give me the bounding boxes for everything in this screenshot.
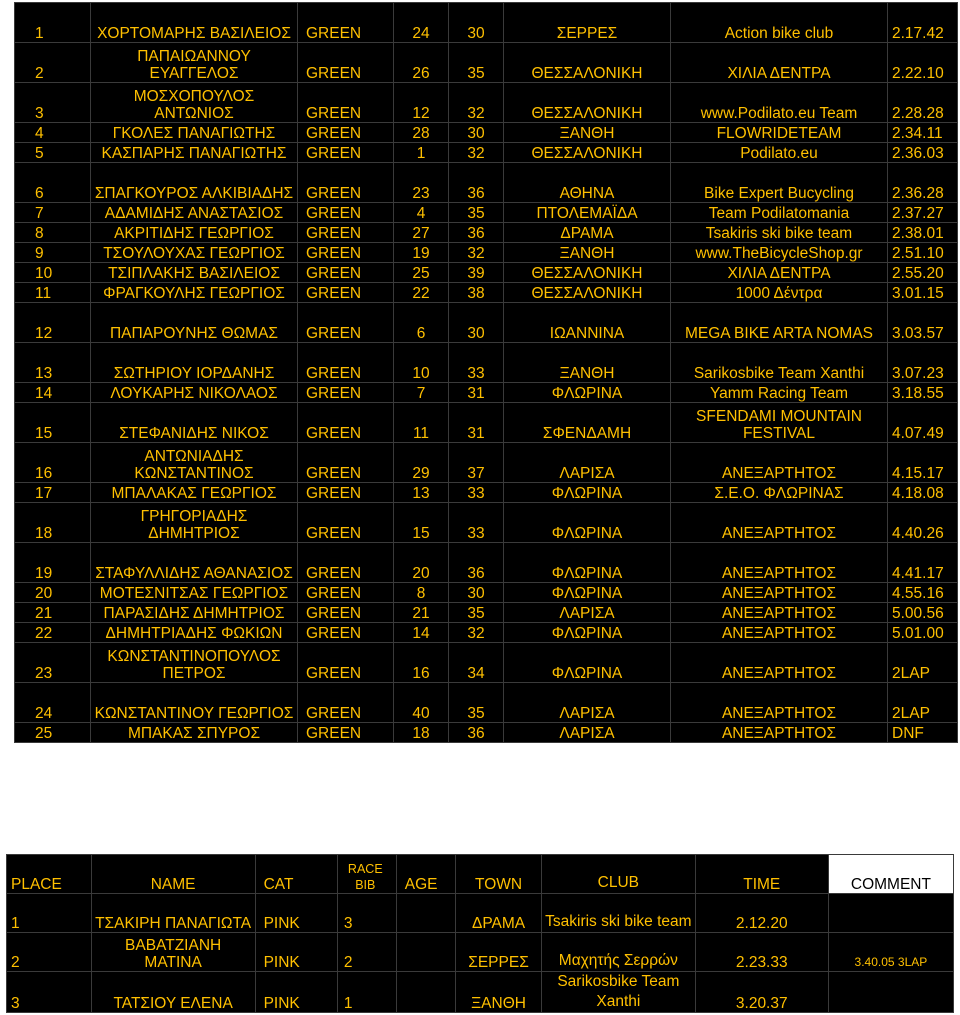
time-cell: 2LAP <box>888 683 958 723</box>
club-cell: MEGA BIKE ARTA NOMAS <box>671 303 888 343</box>
club-cell: www.TheBicycleShop.gr <box>671 243 888 263</box>
town-cell: ΣΕΡΡΕΣ <box>504 3 671 43</box>
time-cell: 4.15.17 <box>888 443 958 483</box>
time-cell: 2.23.33 <box>695 933 828 972</box>
place-cell: 18 <box>15 503 91 543</box>
name-cell: ΚΩΝΣΤΑΝΤΙΝΟΥ ΓΕΩΡΓΙΟΣ <box>91 683 298 723</box>
category-cell: GREEN <box>298 43 394 83</box>
age-cell: 30 <box>449 3 504 43</box>
club-cell: Σ.Ε.Ο. ΦΛΩΡΙΝΑΣ <box>671 483 888 503</box>
table-row <box>15 723 958 743</box>
table-row <box>15 303 958 343</box>
table-row <box>15 203 958 223</box>
bib-cell: 4 <box>394 203 449 223</box>
age-cell: 30 <box>449 303 504 343</box>
town-cell: ΠΤΟΛΕΜΑΪΔΑ <box>504 203 671 223</box>
header-time: TIME <box>695 855 828 894</box>
bib-cell: 10 <box>394 343 449 383</box>
bib-cell: 23 <box>394 163 449 203</box>
town-cell: ΞΑΝΘΗ <box>504 343 671 383</box>
table-row <box>15 443 958 483</box>
name-cell: ΚΑΣΠΑΡΗΣ ΠΑΝΑΓΙΩΤΗΣ <box>91 143 298 163</box>
category-cell: GREEN <box>298 163 394 203</box>
bib-cell: 16 <box>394 643 449 683</box>
place-cell: 5 <box>15 143 91 163</box>
age-cell: 33 <box>449 483 504 503</box>
age-cell: 36 <box>449 223 504 243</box>
comment-cell <box>828 894 953 933</box>
time-cell: 5.00.56 <box>888 603 958 623</box>
age-cell: 31 <box>449 403 504 443</box>
time-cell: 2.37.27 <box>888 203 958 223</box>
table-row <box>7 972 954 1013</box>
header-town: TOWN <box>456 855 542 894</box>
category-cell: GREEN <box>298 143 394 163</box>
bib-cell: 1 <box>337 972 396 1013</box>
club-cell: ΧΙΛΙΑ ΔΕΝΤΡΑ <box>671 263 888 283</box>
place-cell: 13 <box>15 343 91 383</box>
place-cell: 3 <box>15 83 91 123</box>
header-age: AGE <box>396 855 455 894</box>
name-cell: ΠΑΡΑΣΙΔΗΣ ΔΗΜΗΤΡΙΟΣ <box>91 603 298 623</box>
table-row <box>15 603 958 623</box>
age-cell <box>396 894 455 933</box>
bib-cell: 18 <box>394 723 449 743</box>
place-cell: 17 <box>15 483 91 503</box>
category-cell: GREEN <box>298 543 394 583</box>
name-cell: ΜΟΣΧΟΠΟΥΛΟΣ ΑΝΤΩΝΙΟΣ <box>91 83 298 123</box>
bib-cell: 27 <box>394 223 449 243</box>
name-cell: ΓΚΟΛΕΣ ΠΑΝΑΓΙΩΤΗΣ <box>91 123 298 143</box>
club-cell: ΧΙΛΙΑ ΔΕΝΤΡΑ <box>671 43 888 83</box>
club-cell: Bike Expert Bucycling <box>671 163 888 203</box>
club-cell: ΑΝΕΞΑΡΤΗΤΟΣ <box>671 503 888 543</box>
town-cell: ΘΕΣΣΑΛΟΝΙΚΗ <box>504 263 671 283</box>
place-cell: 25 <box>15 723 91 743</box>
name-cell: ΧΟΡΤΟΜΑΡΗΣ ΒΑΣΙΛΕΙΟΣ <box>91 3 298 43</box>
category-cell: PINK <box>255 972 337 1013</box>
bib-cell: 20 <box>394 543 449 583</box>
town-cell: ΔΡΑΜΑ <box>456 894 542 933</box>
time-cell: 3.18.55 <box>888 383 958 403</box>
name-cell: ΣΤΑΦΥΛΛΙΔΗΣ ΑΘΑΝΑΣΙΟΣ <box>91 543 298 583</box>
table-row <box>15 123 958 143</box>
name-cell: ΚΩΝΣΤΑΝΤΙΝΟΠΟΥΛΟΣ ΠΕΤΡΟΣ <box>91 643 298 683</box>
bib-cell: 8 <box>394 583 449 603</box>
category-cell: GREEN <box>298 223 394 243</box>
town-cell: ΑΘΗΝΑ <box>504 163 671 203</box>
women-results-table <box>6 854 954 1013</box>
place-cell: 11 <box>15 283 91 303</box>
club-cell: www.Podilato.eu Team <box>671 83 888 123</box>
bib-cell: 21 <box>394 603 449 623</box>
time-cell: 2.22.10 <box>888 43 958 83</box>
time-cell: 4.40.26 <box>888 503 958 543</box>
table-row <box>15 163 958 203</box>
table-row <box>15 403 958 443</box>
time-cell: 4.18.08 <box>888 483 958 503</box>
header-cat: CAT <box>255 855 337 894</box>
bib-cell: 7 <box>394 383 449 403</box>
town-cell: ΘΕΣΣΑΛΟΝΙΚΗ <box>504 43 671 83</box>
bib-cell: 6 <box>394 303 449 343</box>
name-cell: ΔΗΜΗΤΡΙΑΔΗΣ ΦΩΚΙΩΝ <box>91 623 298 643</box>
bib-cell: 24 <box>394 3 449 43</box>
place-cell: 19 <box>15 543 91 583</box>
age-cell: 34 <box>449 643 504 683</box>
club-cell: Tsakiris ski bike team <box>542 894 696 933</box>
bib-cell: 29 <box>394 443 449 483</box>
club-cell: Yamm Racing Team <box>671 383 888 403</box>
place-cell: 4 <box>15 123 91 143</box>
place-cell: 14 <box>15 383 91 403</box>
time-cell: 2.36.28 <box>888 163 958 203</box>
town-cell: ΦΛΩΡΙΝΑ <box>504 543 671 583</box>
comment-cell: 3.40.05 3LAP <box>828 933 953 972</box>
age-cell: 33 <box>449 503 504 543</box>
category-cell: GREEN <box>298 83 394 123</box>
time-cell: 2.34.11 <box>888 123 958 143</box>
age-cell: 30 <box>449 583 504 603</box>
category-cell: GREEN <box>298 283 394 303</box>
table-row <box>15 503 958 543</box>
table-row <box>15 483 958 503</box>
place-cell: 21 <box>15 603 91 623</box>
town-cell: ΦΛΩΡΙΝΑ <box>504 623 671 643</box>
place-cell: 8 <box>15 223 91 243</box>
place-cell: 16 <box>15 443 91 483</box>
place-cell: 15 <box>15 403 91 443</box>
place-cell: 10 <box>15 263 91 283</box>
category-cell: GREEN <box>298 443 394 483</box>
town-cell: ΦΛΩΡΙΝΑ <box>504 503 671 543</box>
name-cell: ΑΚΡΙΤΙΔΗΣ ΓΕΩΡΓΙΟΣ <box>91 223 298 243</box>
header-comment: COMMENT <box>828 855 953 894</box>
age-cell: 33 <box>449 343 504 383</box>
category-cell: GREEN <box>298 623 394 643</box>
name-cell: ΜΟΤΕΣΝΙΤΣΑΣ ΓΕΩΡΓΙΟΣ <box>91 583 298 603</box>
name-cell: ΤΣΑΚΙΡΗ ΠΑΝΑΓΙΩΤΑ <box>91 894 255 933</box>
bib-cell: 40 <box>394 683 449 723</box>
place-cell: 9 <box>15 243 91 263</box>
club-cell: Sarikosbike Team Xanthi <box>671 343 888 383</box>
women-header-row <box>7 855 954 894</box>
bib-cell: 2 <box>337 933 396 972</box>
time-cell: 2.12.20 <box>695 894 828 933</box>
town-cell: ΦΛΩΡΙΝΑ <box>504 483 671 503</box>
club-cell: ΑΝΕΞΑΡΤΗΤΟΣ <box>671 443 888 483</box>
bib-cell: 26 <box>394 43 449 83</box>
time-cell: 3.03.57 <box>888 303 958 343</box>
table-row <box>15 3 958 43</box>
bib-cell: 11 <box>394 403 449 443</box>
age-cell: 39 <box>449 263 504 283</box>
women-results-body <box>7 855 954 1013</box>
place-cell: 1 <box>7 894 92 933</box>
name-cell: ΒΑΒΑΤΖΙΑΝΗ ΜΑΤΙΝΑ <box>91 933 255 972</box>
table-row <box>15 343 958 383</box>
comment-cell <box>828 972 953 1013</box>
club-cell: 1000 Δέντρα <box>671 283 888 303</box>
age-cell: 32 <box>449 143 504 163</box>
bib-cell: 1 <box>394 143 449 163</box>
category-cell: GREEN <box>298 483 394 503</box>
age-cell: 35 <box>449 683 504 723</box>
place-cell: 22 <box>15 623 91 643</box>
category-cell: GREEN <box>298 263 394 283</box>
table-row <box>15 623 958 643</box>
bib-cell: 14 <box>394 623 449 643</box>
bib-cell: 28 <box>394 123 449 143</box>
town-cell: ΛΑΡΙΣΑ <box>504 683 671 723</box>
club-cell: ΑΝΕΞΑΡΤΗΤΟΣ <box>671 543 888 583</box>
time-cell: 4.07.49 <box>888 403 958 443</box>
age-cell: 32 <box>449 83 504 123</box>
name-cell: ΤΣΟΥΛΟΥΧΑΣ ΓΕΩΡΓΙΟΣ <box>91 243 298 263</box>
header-club: CLUB <box>542 855 696 894</box>
place-cell: 1 <box>15 3 91 43</box>
name-cell: ΣΩΤΗΡΙΟΥ ΙΟΡΔΑΝΗΣ <box>91 343 298 383</box>
club-cell: FLOWRIDETEAM <box>671 123 888 143</box>
place-cell: 2 <box>7 933 92 972</box>
town-cell: ΞΑΝΘΗ <box>504 123 671 143</box>
place-cell: 7 <box>15 203 91 223</box>
header-race-bib: RACE BIB <box>337 855 396 894</box>
bib-cell: 25 <box>394 263 449 283</box>
table-row <box>15 143 958 163</box>
name-cell: ΦΡΑΓΚΟΥΛΗΣ ΓΕΩΡΓΙΟΣ <box>91 283 298 303</box>
category-cell: GREEN <box>298 603 394 623</box>
age-cell: 35 <box>449 43 504 83</box>
town-cell: ΦΛΩΡΙΝΑ <box>504 383 671 403</box>
category-cell: PINK <box>255 933 337 972</box>
category-cell: GREEN <box>298 203 394 223</box>
age-cell <box>396 933 455 972</box>
category-cell: GREEN <box>298 723 394 743</box>
age-cell <box>396 972 455 1013</box>
age-cell: 36 <box>449 163 504 203</box>
town-cell: ΣΕΡΡΕΣ <box>456 933 542 972</box>
town-cell: ΘΕΣΣΑΛΟΝΙΚΗ <box>504 83 671 123</box>
age-cell: 30 <box>449 123 504 143</box>
time-cell: 2.17.42 <box>888 3 958 43</box>
club-cell: Action bike club <box>671 3 888 43</box>
table-row <box>15 43 958 83</box>
category-cell: GREEN <box>298 403 394 443</box>
table-row <box>15 643 958 683</box>
time-cell: 3.07.23 <box>888 343 958 383</box>
place-cell: 2 <box>15 43 91 83</box>
category-cell: GREEN <box>298 683 394 723</box>
time-cell: 5.01.00 <box>888 623 958 643</box>
category-cell: GREEN <box>298 643 394 683</box>
club-cell: SFENDAMI MOUNTAIN FESTIVAL <box>671 403 888 443</box>
table-row <box>15 283 958 303</box>
town-cell: ΦΛΩΡΙΝΑ <box>504 643 671 683</box>
age-cell: 38 <box>449 283 504 303</box>
table-row <box>15 683 958 723</box>
category-cell: PINK <box>255 894 337 933</box>
age-cell: 36 <box>449 723 504 743</box>
town-cell: ΛΑΡΙΣΑ <box>504 443 671 483</box>
time-cell: 2.55.20 <box>888 263 958 283</box>
club-cell: Podilato.eu <box>671 143 888 163</box>
table-row <box>7 894 954 933</box>
time-cell: 2LAP <box>888 643 958 683</box>
age-cell: 35 <box>449 203 504 223</box>
men-results-body <box>15 3 958 743</box>
club-cell: Team Podilatomania <box>671 203 888 223</box>
club-cell: ΑΝΕΞΑΡΤΗΤΟΣ <box>671 623 888 643</box>
category-cell: GREEN <box>298 3 394 43</box>
town-cell: ΙΩΑΝΝΙΝΑ <box>504 303 671 343</box>
place-cell: 12 <box>15 303 91 343</box>
name-cell: ΣΤΕΦΑΝΙΔΗΣ ΝΙΚΟΣ <box>91 403 298 443</box>
town-cell: ΘΕΣΣΑΛΟΝΙΚΗ <box>504 283 671 303</box>
name-cell: ΠΑΠΑΙΩΑΝΝΟΥ ΕΥΑΓΓΕΛΟΣ <box>91 43 298 83</box>
header-name: NAME <box>91 855 255 894</box>
time-cell: 4.55.16 <box>888 583 958 603</box>
town-cell: ΛΑΡΙΣΑ <box>504 603 671 623</box>
name-cell: ΠΑΠΑΡΟΥΝΗΣ ΘΩΜΑΣ <box>91 303 298 343</box>
place-cell: 24 <box>15 683 91 723</box>
category-cell: GREEN <box>298 303 394 343</box>
town-cell: ΦΛΩΡΙΝΑ <box>504 583 671 603</box>
town-cell: ΘΕΣΣΑΛΟΝΙΚΗ <box>504 143 671 163</box>
bib-cell: 22 <box>394 283 449 303</box>
bib-cell: 3 <box>337 894 396 933</box>
time-cell: 2.28.28 <box>888 83 958 123</box>
time-cell: 2.36.03 <box>888 143 958 163</box>
time-cell: 2.38.01 <box>888 223 958 243</box>
town-cell: ΛΑΡΙΣΑ <box>504 723 671 743</box>
age-cell: 37 <box>449 443 504 483</box>
place-cell: 20 <box>15 583 91 603</box>
time-cell: 3.20.37 <box>695 972 828 1013</box>
time-cell: 2.51.10 <box>888 243 958 263</box>
place-cell: 3 <box>7 972 92 1013</box>
bib-cell: 13 <box>394 483 449 503</box>
town-cell: ΔΡΑΜΑ <box>504 223 671 243</box>
category-cell: GREEN <box>298 583 394 603</box>
name-cell: ΤΑΤΣΙΟΥ ΕΛΕΝΑ <box>91 972 255 1013</box>
bib-cell: 15 <box>394 503 449 543</box>
club-cell: Μαχητής Σερρών <box>542 933 696 972</box>
bib-cell: 12 <box>394 83 449 123</box>
time-cell: 3.01.15 <box>888 283 958 303</box>
club-cell: ΑΝΕΞΑΡΤΗΤΟΣ <box>671 723 888 743</box>
town-cell: ΣΦΕΝΔΑΜΗ <box>504 403 671 443</box>
category-cell: GREEN <box>298 503 394 543</box>
name-cell: ΜΠΑΛΑΚΑΣ ΓΕΩΡΓΙΟΣ <box>91 483 298 503</box>
name-cell: ΛΟΥΚΑΡΗΣ ΝΙΚΟΛΑΟΣ <box>91 383 298 403</box>
age-cell: 32 <box>449 243 504 263</box>
name-cell: ΑΔΑΜΙΔΗΣ ΑΝΑΣΤΑΣΙΟΣ <box>91 203 298 223</box>
age-cell: 32 <box>449 623 504 643</box>
time-cell: 4.41.17 <box>888 543 958 583</box>
table-row <box>15 543 958 583</box>
club-cell: ΑΝΕΞΑΡΤΗΤΟΣ <box>671 583 888 603</box>
age-cell: 36 <box>449 543 504 583</box>
name-cell: ΤΣΙΠΛΑΚΗΣ ΒΑΣΙΛΕΙΟΣ <box>91 263 298 283</box>
name-cell: ΣΠΑΓΚΟΥΡΟΣ ΑΛΚΙΒΙΑΔΗΣ <box>91 163 298 203</box>
table-row <box>15 223 958 243</box>
place-cell: 6 <box>15 163 91 203</box>
club-cell: ΑΝΕΞΑΡΤΗΤΟΣ <box>671 603 888 623</box>
club-cell: ΑΝΕΞΑΡΤΗΤΟΣ <box>671 683 888 723</box>
club-cell: ΑΝΕΞΑΡΤΗΤΟΣ <box>671 643 888 683</box>
name-cell: ΑΝΤΩΝΙΑΔΗΣ ΚΩΝΣΤΑΝΤΙΝΟΣ <box>91 443 298 483</box>
club-cell: Sarikosbike Team Xanthi <box>542 972 696 1013</box>
category-cell: GREEN <box>298 343 394 383</box>
category-cell: GREEN <box>298 243 394 263</box>
category-cell: GREEN <box>298 383 394 403</box>
table-row <box>15 83 958 123</box>
name-cell: ΓΡΗΓΟΡΙΑΔΗΣ ΔΗΜΗΤΡΙΟΣ <box>91 503 298 543</box>
time-cell: DNF <box>888 723 958 743</box>
name-cell: ΜΠΑΚΑΣ ΣΠΥΡΟΣ <box>91 723 298 743</box>
bib-cell: 19 <box>394 243 449 263</box>
age-cell: 31 <box>449 383 504 403</box>
club-cell: Tsakiris ski bike team <box>671 223 888 243</box>
table-row <box>15 263 958 283</box>
town-cell: ΞΑΝΘΗ <box>504 243 671 263</box>
table-row <box>15 243 958 263</box>
town-cell: ΞΑΝΘΗ <box>456 972 542 1013</box>
header-place: PLACE <box>7 855 92 894</box>
table-row <box>15 583 958 603</box>
table-row <box>7 933 954 972</box>
category-cell: GREEN <box>298 123 394 143</box>
men-results-table <box>14 2 958 743</box>
age-cell: 35 <box>449 603 504 623</box>
table-row <box>15 383 958 403</box>
place-cell: 23 <box>15 643 91 683</box>
